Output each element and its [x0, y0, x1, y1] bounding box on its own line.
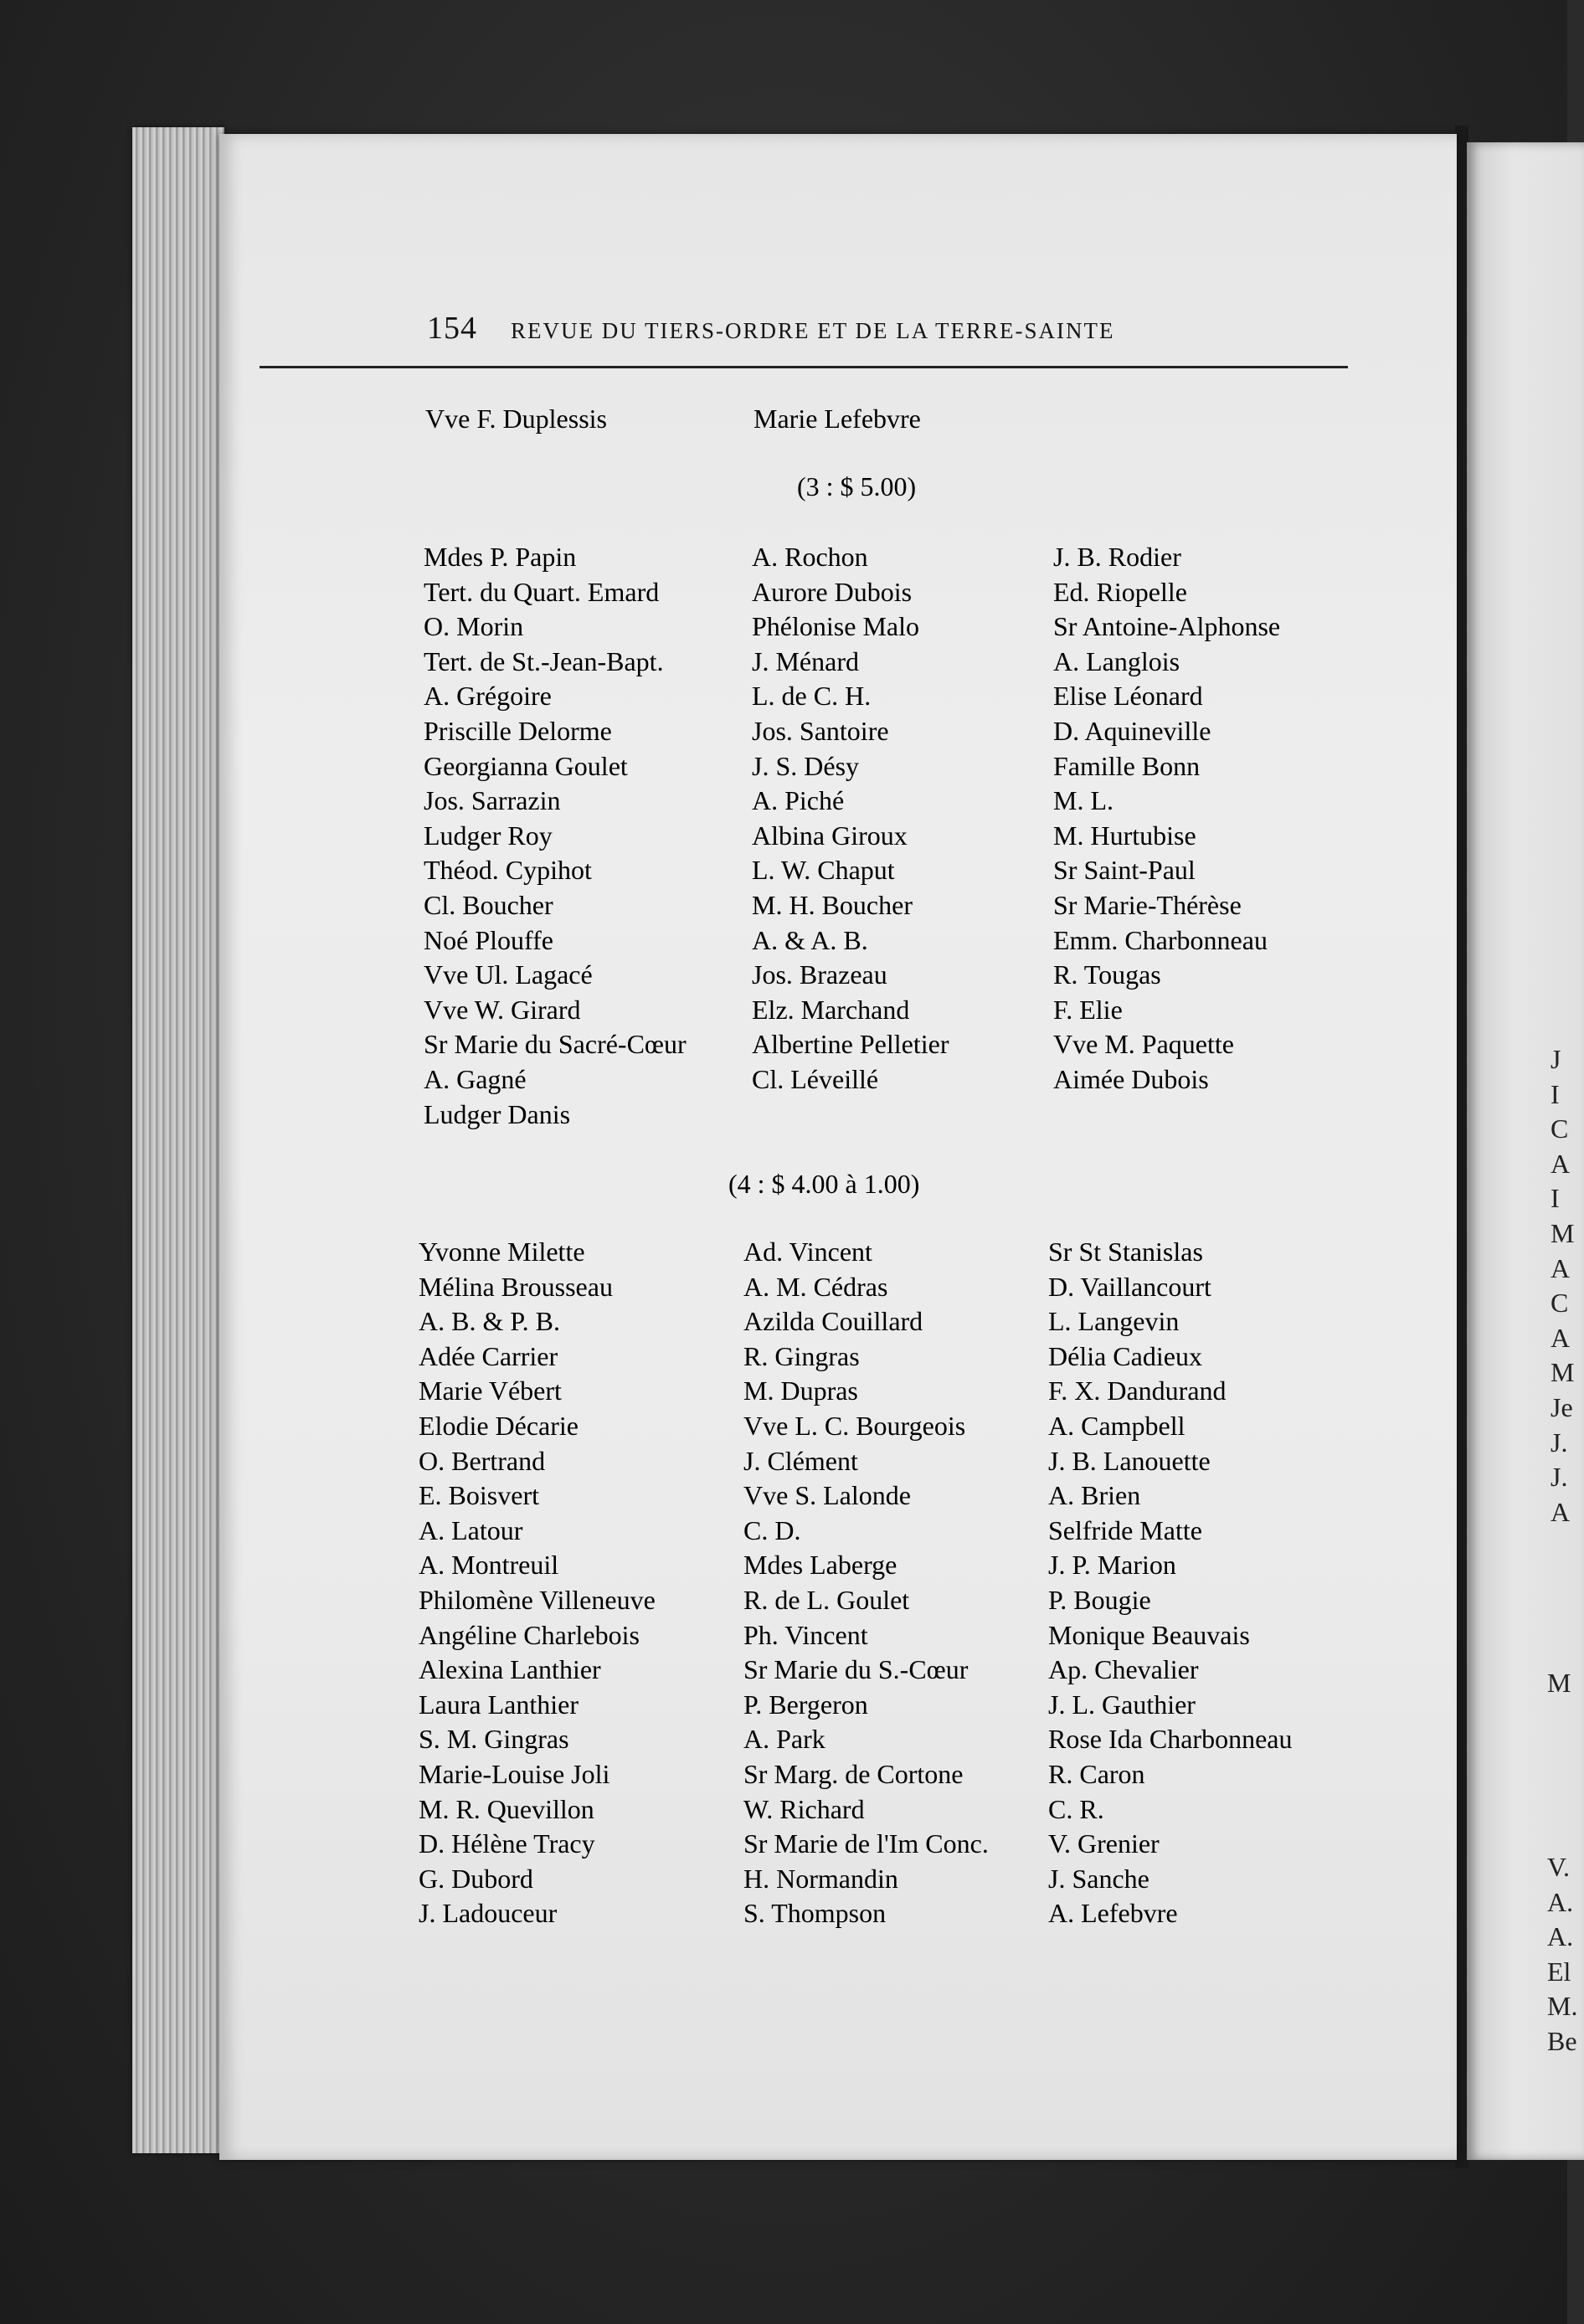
- donor-name: Jos. Sarrazin: [424, 785, 561, 816]
- donor-name: A. Campbell: [1048, 1410, 1185, 1441]
- donor-name: Sr Marie du S.-Cœur: [743, 1654, 969, 1685]
- section-4-column-2: [743, 1235, 989, 1931]
- donor-name: Vve Ul. Lagacé: [424, 959, 593, 990]
- section-3-column-2: [752, 540, 949, 1098]
- donor-name: Tert. de St.-Jean-Bapt.: [424, 645, 664, 676]
- donor-name: J. L. Gauthier: [1048, 1689, 1196, 1720]
- section-4-table: [419, 1235, 1348, 1938]
- donor-name: M. Hurtubise: [1053, 820, 1196, 851]
- donor-name: J. P. Marion: [1048, 1550, 1176, 1581]
- donor-name: M. L.: [1053, 785, 1113, 816]
- next-page-fragment-lone: M: [1547, 1668, 1571, 1698]
- donor-name: P. Bergeron: [743, 1689, 868, 1720]
- next-page-fragment: V.: [1547, 1852, 1570, 1882]
- donor-name: Phélonise Malo: [752, 611, 919, 642]
- donor-name: Vve L. C. Bourgeois: [743, 1410, 966, 1441]
- next-page-fragments-bottom: [1547, 1850, 1577, 2059]
- donor-name: A. Rochon: [752, 542, 868, 572]
- next-page-fragment: A.: [1547, 1921, 1574, 1952]
- donor-name: Sr St Stanislas: [1048, 1237, 1203, 1267]
- next-page-fragment: J: [1551, 1044, 1561, 1074]
- donor-name: F. Elie: [1053, 994, 1123, 1025]
- donor-name: Sr Antoine-Alphonse: [1053, 611, 1281, 642]
- next-page-fragment: J.: [1551, 1462, 1568, 1493]
- donor-name: A. & A. B.: [752, 924, 868, 955]
- donor-name: J. Clément: [743, 1445, 858, 1476]
- donor-name: D. Aquineville: [1053, 715, 1211, 746]
- donor-name: Elise Léonard: [1053, 681, 1203, 712]
- donor-name: A. B. & P. B.: [419, 1306, 560, 1337]
- donor-name: Elz. Marchand: [752, 994, 910, 1025]
- donor-name: L. de C. H.: [752, 681, 872, 712]
- donor-name: Famille Bonn: [1053, 750, 1201, 781]
- donor-name: V. Grenier: [1048, 1828, 1160, 1859]
- donor-name: Ap. Chevalier: [1048, 1654, 1199, 1685]
- next-page-fragment: I: [1551, 1078, 1560, 1109]
- donor-name: R. Caron: [1048, 1758, 1145, 1789]
- donor-name: L. Langevin: [1048, 1306, 1180, 1337]
- donor-name: Aurore Dubois: [752, 576, 913, 607]
- donor-name: Sr Marie-Thérèse: [1053, 889, 1242, 920]
- donor-name: Vve W. Girard: [424, 994, 581, 1025]
- donor-name: Monique Beauvais: [1048, 1619, 1250, 1650]
- donor-name: Aimée Dubois: [1053, 1063, 1209, 1094]
- next-page-fragment: I: [1551, 1183, 1560, 1214]
- donor-name: A. Piché: [752, 785, 845, 816]
- donor-name: A. Brien: [1048, 1480, 1141, 1511]
- donor-name: G. Dubord: [419, 1863, 533, 1894]
- next-page-fragment: A: [1551, 1148, 1571, 1179]
- donor-name: A. Park: [743, 1724, 825, 1755]
- next-page-fragment: M.: [1547, 1991, 1578, 2022]
- next-page-fragment: A: [1551, 1252, 1571, 1283]
- donor-name: Sr Marg. de Cortone: [743, 1758, 964, 1789]
- next-page-fragment: A: [1551, 1496, 1571, 1527]
- donor-name: J. B. Rodier: [1053, 542, 1181, 572]
- donor-name: Angéline Charlebois: [419, 1619, 640, 1650]
- donor-name: Marie Vébert: [419, 1375, 562, 1406]
- donor-name: D. Hélène Tracy: [419, 1828, 595, 1859]
- next-page-fragment: Be: [1547, 2025, 1577, 2056]
- donor-name: Rose Ida Charbonneau: [1048, 1724, 1293, 1755]
- donor-name: Albina Giroux: [752, 820, 908, 851]
- donor-name: Vve S. Lalonde: [743, 1480, 911, 1511]
- section-4-column-1: [419, 1235, 656, 1931]
- donor-name: A. Gagné: [424, 1063, 527, 1094]
- donor-name: Vve M. Paquette: [1053, 1029, 1234, 1060]
- next-page-fragment: M: [1551, 1357, 1575, 1388]
- donor-name: Philomène Villeneuve: [419, 1584, 656, 1615]
- donor-name: H. Normandin: [743, 1863, 898, 1894]
- section-4-column-3: [1048, 1235, 1292, 1931]
- donor-name: J. Ladouceur: [419, 1898, 558, 1929]
- section-3-column-1: [424, 540, 687, 1132]
- donor-name: Jos. Santoire: [752, 715, 889, 746]
- donor-name: O. Bertrand: [419, 1445, 546, 1476]
- donor-name: F. X. Dandurand: [1048, 1375, 1227, 1406]
- donor-name: S. M. Gingras: [419, 1724, 569, 1755]
- section-3-column-3: [1053, 540, 1280, 1098]
- donor-name: D. Vaillancourt: [1048, 1271, 1211, 1302]
- donor-name: Alexina Lanthier: [419, 1654, 601, 1685]
- top-name-right: Marie Lefebvre: [753, 404, 921, 434]
- donor-name: Laura Lanthier: [419, 1689, 579, 1720]
- donor-name: Marie-Louise Joli: [419, 1758, 610, 1789]
- donor-name: A. M. Cédras: [743, 1271, 888, 1302]
- donor-name: Ad. Vincent: [743, 1237, 872, 1267]
- donor-name: Mélina Brousseau: [419, 1271, 613, 1302]
- donor-name: J. Sanche: [1048, 1863, 1149, 1894]
- donor-name: J. B. Lanouette: [1048, 1445, 1211, 1476]
- donor-name: A. Latour: [419, 1514, 523, 1545]
- donor-name: Cl. Léveillé: [752, 1063, 879, 1094]
- donor-name: Théod. Cypihot: [424, 855, 592, 886]
- donor-name: Azilda Couillard: [743, 1306, 923, 1337]
- next-page-fragment: A: [1551, 1322, 1571, 1353]
- donor-name: L. W. Chaput: [752, 855, 895, 886]
- donor-name: C. D.: [743, 1514, 801, 1545]
- next-page-fragment: J.: [1551, 1427, 1568, 1458]
- donor-name: Sr Marie de l'Im Conc.: [743, 1828, 989, 1859]
- header-rule: [260, 366, 1348, 368]
- running-title: REVUE DU TIERS-ORDRE ET DE LA TERRE-SAINTE: [511, 318, 1115, 343]
- donor-name: Albertine Pelletier: [752, 1029, 949, 1060]
- top-name-left: Vve F. Duplessis: [425, 404, 607, 434]
- donor-name: M. R. Quevillon: [419, 1793, 594, 1824]
- page-number: 154: [427, 311, 477, 346]
- donor-name: Yvonne Milette: [419, 1237, 585, 1267]
- donor-name: Délia Cadieux: [1048, 1340, 1202, 1371]
- page-header: [427, 310, 1566, 360]
- donor-name: Ph. Vincent: [743, 1619, 868, 1650]
- donor-name: E. Boisvert: [419, 1480, 539, 1511]
- donor-name: Mdes Laberge: [743, 1550, 897, 1581]
- donor-name: Elodie Décarie: [419, 1410, 579, 1441]
- donor-name: Ludger Roy: [424, 820, 553, 851]
- next-page-fragments-top: [1551, 1042, 1574, 1530]
- donor-name: Cl. Boucher: [424, 889, 553, 920]
- donor-name: C. R.: [1048, 1793, 1104, 1824]
- donor-name: Tert. du Quart. Emard: [424, 576, 660, 607]
- donor-name: Mdes P. Papin: [424, 542, 577, 572]
- donor-name: Ludger Danis: [424, 1098, 571, 1129]
- next-page-fragment: C: [1551, 1113, 1569, 1144]
- donor-name: A. Langlois: [1053, 645, 1180, 676]
- donor-name: Sr Marie du Sacré-Cœur: [424, 1029, 687, 1060]
- donor-name: R. Gingras: [743, 1340, 860, 1371]
- donor-name: S. Thompson: [743, 1898, 887, 1929]
- next-page-fragment: Je: [1551, 1391, 1573, 1422]
- donor-name: Priscille Delorme: [424, 715, 612, 746]
- donor-name: A. Lefebvre: [1048, 1898, 1178, 1929]
- donor-name: Emm. Charbonneau: [1053, 924, 1268, 955]
- next-page-fragment: C: [1551, 1288, 1569, 1319]
- next-page-fragment: M: [1551, 1217, 1575, 1248]
- donor-name: J. S. Désy: [752, 750, 860, 781]
- section-3-heading: (3 : $ 5.00): [797, 471, 917, 501]
- donor-name: Selfride Matte: [1048, 1514, 1202, 1545]
- next-page-fragment: El: [1547, 1956, 1571, 1987]
- donor-name: R. Tougas: [1053, 959, 1161, 990]
- donor-name: M. H. Boucher: [752, 889, 913, 920]
- section-3-table: [424, 540, 1353, 1143]
- donor-name: Noé Plouffe: [424, 924, 553, 955]
- top-names-row: [425, 402, 1346, 437]
- donor-name: A. Grégoire: [424, 681, 552, 712]
- donor-name: P. Bougie: [1048, 1584, 1151, 1615]
- donor-name: R. de L. Goulet: [743, 1584, 910, 1615]
- donor-name: Adée Carrier: [419, 1340, 558, 1371]
- next-page-fragment: A.: [1547, 1886, 1574, 1917]
- donor-name: Jos. Brazeau: [752, 959, 887, 990]
- donor-name: W. Richard: [743, 1793, 865, 1824]
- donor-name: Georgianna Goulet: [424, 750, 628, 781]
- donor-name: Ed. Riopelle: [1053, 576, 1187, 607]
- donor-name: Sr Saint-Paul: [1053, 855, 1196, 886]
- donor-name: A. Montreuil: [419, 1550, 559, 1581]
- donor-name: J. Ménard: [752, 645, 859, 676]
- donor-name: O. Morin: [424, 611, 524, 642]
- next-page-edge: [1467, 142, 1584, 2160]
- donor-name: M. Dupras: [743, 1375, 858, 1406]
- section-4-heading: (4 : $ 4.00 à 1.00): [728, 1169, 920, 1199]
- page-edges: [132, 127, 224, 2153]
